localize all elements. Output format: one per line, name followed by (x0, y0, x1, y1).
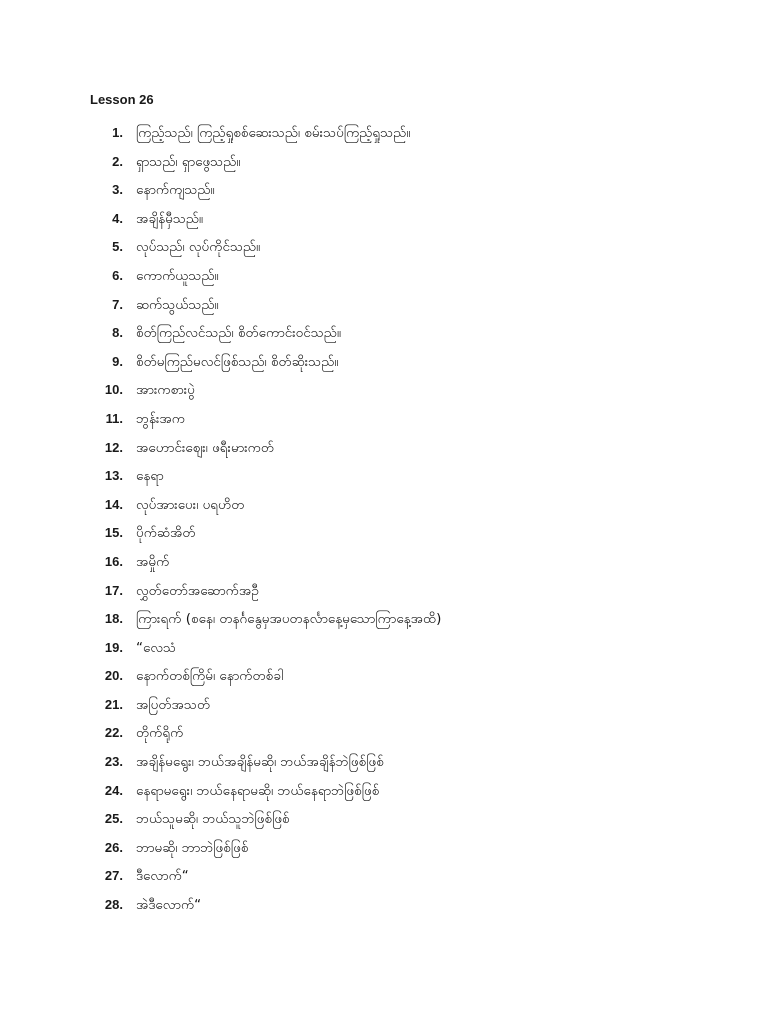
item-text: လွှတ်တော်အဆောက်အဦ (136, 582, 259, 599)
item-text: ကြည့်သည်၊ ကြည့်ရှုစစ်ဆေးသည်၊ စမ်းသပ်ကြည့်ရှုသည်။ (136, 125, 411, 141)
list-item (0, 348, 768, 377)
list-item (0, 176, 768, 205)
list-item (0, 519, 768, 548)
list-item (0, 233, 768, 262)
item-text: တိုက်ရိုက် (136, 725, 184, 742)
list-item (0, 634, 768, 663)
list-item (0, 548, 768, 577)
item-text: အဲဒီလောက်“ (136, 897, 202, 914)
item-number: 23. (104, 754, 123, 770)
item-number: 17. (104, 582, 123, 598)
item-text: အဟောင်းဈေး၊ ဖရီးမားကတ် (136, 439, 275, 456)
item-number: 27. (104, 868, 123, 884)
item-text: ဘယ်သူမဆို၊ ဘယ်သူဘဲဖြစ်ဖြစ် (136, 811, 290, 828)
list-item (0, 205, 768, 234)
list-item (0, 748, 768, 777)
list-item (0, 148, 768, 177)
item-text: နေရာ (136, 468, 164, 485)
item-number: 1. (112, 125, 123, 140)
item-text: အားကစားပွဲ (136, 382, 195, 399)
list-item (0, 662, 768, 691)
item-number: 11. (105, 410, 123, 426)
item-text: လုပ်သည်၊ လုပ်ကိုင်သည်။ (136, 239, 261, 256)
item-number: 10. (104, 382, 123, 398)
list-item (0, 605, 768, 634)
list-item (0, 691, 768, 720)
item-text: ဘွန်းအက (136, 410, 186, 427)
list-item (0, 862, 768, 891)
item-number: 4. (112, 210, 123, 226)
list-item (0, 319, 768, 348)
item-text: ကြားရက် (စနေ၊ တနင်္ဂနွေမှအပတနင်္လာနေ့မှသောကြာနေ့အထိ) (136, 611, 442, 628)
item-number: 16. (104, 553, 123, 569)
list-item (0, 491, 768, 520)
list-item (0, 462, 768, 491)
item-number: 14. (104, 496, 123, 512)
list-item (0, 577, 768, 606)
item-text: နောက်ကျသည်။ (136, 182, 215, 199)
item-text: အချိန်မရွေး၊ ဘယ်အချိန်မဆို၊ ဘယ်အချိန်ဘဲဖြစ်ဖြစ် (136, 754, 384, 771)
list-item (0, 719, 768, 748)
item-text: အချိန်မှီသည်။ (136, 210, 204, 227)
list-item (0, 262, 768, 291)
list-item (0, 376, 768, 405)
item-text: စိတ်ကြည်လင်သည်၊ စိတ်ကောင်းဝင်သည်။ (136, 325, 341, 342)
item-number: 18. (104, 611, 123, 627)
item-number: 9. (112, 353, 123, 369)
item-text: ကောက်ယူသည်။ (136, 267, 219, 284)
item-text: “လေသံ (136, 639, 177, 656)
item-text: ဒီလောက်“ (136, 868, 189, 885)
list-item (0, 777, 768, 806)
list-item (0, 434, 768, 463)
list-item (0, 805, 768, 834)
item-text: ရှာသည်၊ ရှာဖွေသည်။ (136, 153, 241, 170)
item-text: စိတ်မကြည်မလင်ဖြစ်သည်၊ စိတ်ဆိုးသည်။ (136, 353, 339, 370)
list-item (0, 119, 768, 148)
item-number: 2. (112, 153, 123, 169)
item-number: 12. (104, 439, 123, 455)
list-item (0, 834, 768, 863)
item-number: 28. (104, 897, 123, 913)
item-number: 24. (104, 782, 123, 798)
list-item (0, 291, 768, 320)
item-number: 3. (112, 182, 123, 198)
item-text: လုပ်အားပေး၊ ပရဟိတ (136, 496, 245, 513)
item-text: ပိုက်ဆံအိတ် (136, 525, 196, 542)
item-number: 26. (104, 839, 123, 855)
item-number: 15. (104, 525, 123, 541)
list-item (0, 405, 768, 434)
item-text: အပြတ်အသတ် (136, 696, 211, 713)
item-text: နေရာမရွေး၊ ဘယ်နေရာမဆို၊ ဘယ်နေရာဘဲဖြစ်ဖြစ် (136, 782, 380, 799)
item-number: 19. (104, 639, 123, 655)
item-number: 13. (104, 468, 123, 484)
list-item (0, 891, 768, 920)
item-text: နောက်တစ်ကြိမ်၊ နောက်တစ်ခါ (136, 668, 284, 685)
item-number: 21. (104, 696, 123, 712)
item-number: 8. (112, 325, 123, 341)
item-text: အမှိုက် (136, 553, 170, 570)
item-text: ဘာမဆို၊ ဘာဘဲဖြစ်ဖြစ် (136, 839, 249, 856)
item-number: 25. (104, 811, 123, 827)
item-number: 7. (112, 296, 123, 312)
item-number: 22. (104, 725, 123, 741)
item-number: 6. (112, 267, 123, 283)
vocabulary-list (0, 119, 768, 920)
item-text: ဆက်သွယ်သည်။ (136, 296, 219, 313)
lesson-title: Lesson 26 (90, 92, 154, 107)
item-number: 5. (112, 239, 123, 255)
item-number: 20. (104, 668, 123, 684)
